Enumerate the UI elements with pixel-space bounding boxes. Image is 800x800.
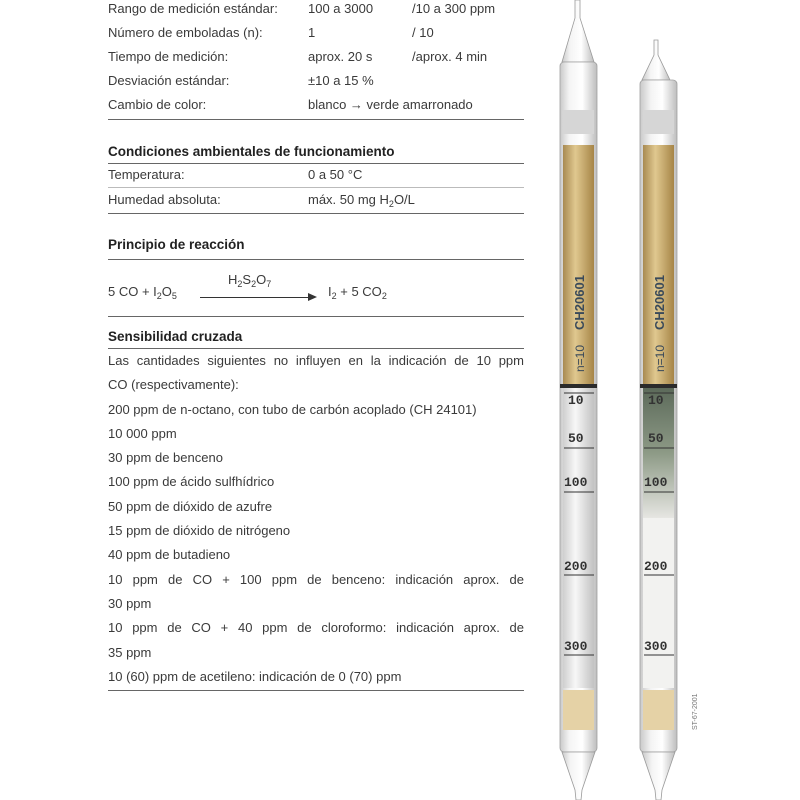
spec-value: 100 a 3000 — [308, 1, 374, 16]
scale-label: 100 — [644, 475, 668, 490]
list-line: 50 ppm de dióxido de azufre — [108, 498, 273, 514]
env-label: Humedad absoluta: — [108, 192, 221, 207]
reaction-products — [328, 284, 387, 299]
eq-text: I — [328, 284, 332, 299]
env-value — [308, 192, 415, 208]
divider — [108, 213, 524, 214]
divider — [108, 316, 524, 317]
spec-label: Número de emboladas (n): — [108, 25, 263, 40]
subscript: 2 — [381, 291, 387, 301]
spec-value-alt: /aprox. 4 min — [412, 49, 488, 64]
list-line: 100 ppm de ácido sulfhídrico — [108, 474, 275, 490]
reaction-arrow — [200, 297, 310, 298]
subscript: 5 — [171, 291, 177, 301]
env-label: Temperatura: — [108, 167, 185, 182]
subscript: 2 — [156, 291, 162, 301]
spec-value-alt: / 10 — [412, 25, 434, 40]
subscript: 7 — [266, 279, 272, 289]
scale-label: 200 — [564, 559, 588, 574]
eq-text: O — [256, 272, 267, 287]
reaction-catalyst — [228, 272, 271, 287]
scale-label: 300 — [564, 639, 588, 654]
scale-label: 300 — [644, 639, 668, 654]
scale-label: 50 — [568, 431, 584, 446]
list-line: 30 ppm de benceno — [108, 450, 223, 466]
scale-label: 10 — [648, 393, 664, 408]
detector-tube-used — [628, 0, 708, 800]
list-line: 10 (60) ppm de acetileno: indicación de 0 (70) ppm — [108, 668, 402, 684]
subscript: 2 — [251, 279, 257, 289]
spec-label: Rango de medición estándar: — [108, 1, 278, 16]
section-heading-cross-sensitivity: Sensibilidad cruzada — [108, 329, 243, 344]
eq-text: H — [228, 272, 238, 287]
spec-value: 1 — [308, 25, 316, 40]
divider — [108, 119, 524, 120]
list-line: 10 000 ppm — [108, 425, 177, 441]
subscript: 2 — [237, 279, 243, 289]
document-code: ST-67-2001 — [692, 693, 699, 730]
reaction-reactants — [108, 284, 177, 299]
list-line: 35 ppm — [108, 644, 152, 660]
cross-sensitivity-list — [108, 349, 524, 689]
eq-text: O — [161, 284, 172, 299]
list-line: CO (respectivamente): — [108, 377, 239, 393]
subscript: 2 — [331, 291, 337, 301]
spec-label: Tiempo de medición: — [108, 49, 229, 64]
divider — [108, 690, 524, 691]
humidity-text-unit: O/L — [393, 192, 415, 207]
reaction-arrow-head — [308, 293, 317, 301]
spec-label: Desviación estándar: — [108, 73, 230, 88]
tube-stroke-label: n=10 — [573, 344, 587, 372]
list-line: 200 ppm de n-octano, con tubo de carbón acoplado (CH 24101) — [108, 401, 477, 417]
eq-text: 5 CO + I — [108, 284, 157, 299]
list-line: 30 ppm — [108, 595, 152, 611]
section-heading-reaction: Principio de reacción — [108, 237, 245, 252]
spec-label: Cambio de color: — [108, 97, 207, 112]
tube-code: CH20601 — [572, 275, 587, 330]
divider — [108, 163, 524, 164]
spec-value: ±10 a 15 % — [308, 73, 374, 88]
scale-label: 100 — [564, 475, 588, 490]
subscript: 2 — [388, 199, 394, 209]
humidity-text: máx. 50 mg H — [308, 192, 389, 207]
eq-text: S — [242, 272, 252, 287]
list-line: Las cantidades siguientes no influyen en la indicación de 10 ppm — [108, 353, 524, 368]
tube-stroke-label: n=10 — [653, 344, 667, 372]
detector-tube-new — [540, 0, 620, 800]
spec-value: blanco → verde amarronado — [308, 97, 473, 112]
divider — [108, 259, 524, 260]
list-line: 40 ppm de butadieno — [108, 547, 231, 563]
list-line: 10 ppm de CO + 100 ppm de benceno: indicación aprox. de — [108, 571, 524, 587]
scale-label: 200 — [644, 559, 668, 574]
divider — [108, 187, 524, 188]
tube-code: CH20601 — [652, 275, 667, 330]
list-line: 15 ppm de dióxido de nitrógeno — [108, 523, 291, 539]
section-heading-environment: Condiciones ambientales de funcionamiento — [108, 144, 395, 159]
spec-value-alt: /10 a 300 ppm — [412, 1, 496, 16]
list-line: 10 ppm de CO + 40 ppm de cloroformo: indicación aprox. de — [108, 620, 524, 636]
eq-text: + 5 CO — [336, 284, 382, 299]
scale-label: 10 — [568, 393, 584, 408]
scale-label: 50 — [648, 431, 664, 446]
spec-value: aprox. 20 s — [308, 49, 373, 64]
env-value: 0 a 50 °C — [308, 167, 363, 182]
